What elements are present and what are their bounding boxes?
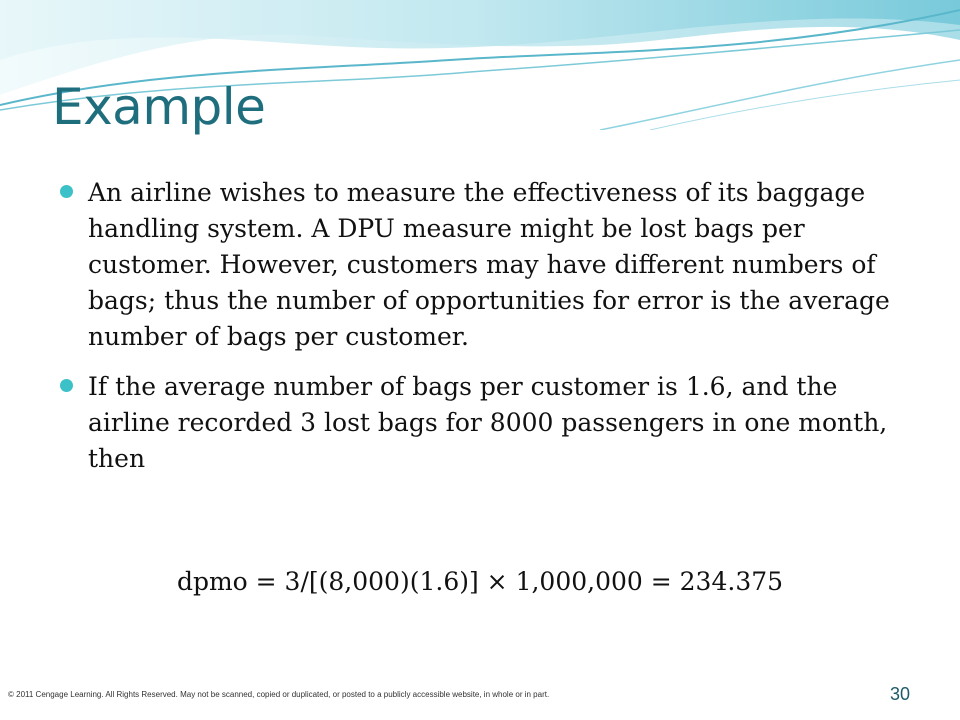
bullet-text: An airline wishes to measure the effectiveness of its baggage handling system. A DPU measure might be lost bags per customer. However, customers may have different numbers of bags; thus the number of opportunities for error is the average number of bags per customer. bbox=[88, 178, 890, 351]
dpmo-formula: dpmo = 3/[(8,000)(1.6)] × 1,000,000 = 234.375 bbox=[176, 567, 784, 596]
slide-number: 30 bbox=[890, 684, 911, 704]
slide-title: Example bbox=[52, 78, 266, 136]
bullet-text: If the average number of bags per customer is 1.6, and the airline recorded 3 lost bags for 8000 passengers in one month, then bbox=[88, 372, 888, 473]
bullet-list bbox=[60, 175, 900, 491]
bullet-item-average-bags bbox=[60, 369, 900, 477]
bullet-dot-icon bbox=[60, 185, 73, 198]
bullet-item-airline-dpu bbox=[60, 175, 900, 355]
bullet-dot-icon bbox=[60, 379, 73, 392]
copyright-notice: © 2011 Cengage Learning. All Rights Reserved. May not be scanned, copied or duplicated, or posted to a publicly accessible website, in whole or in part. bbox=[8, 690, 550, 699]
